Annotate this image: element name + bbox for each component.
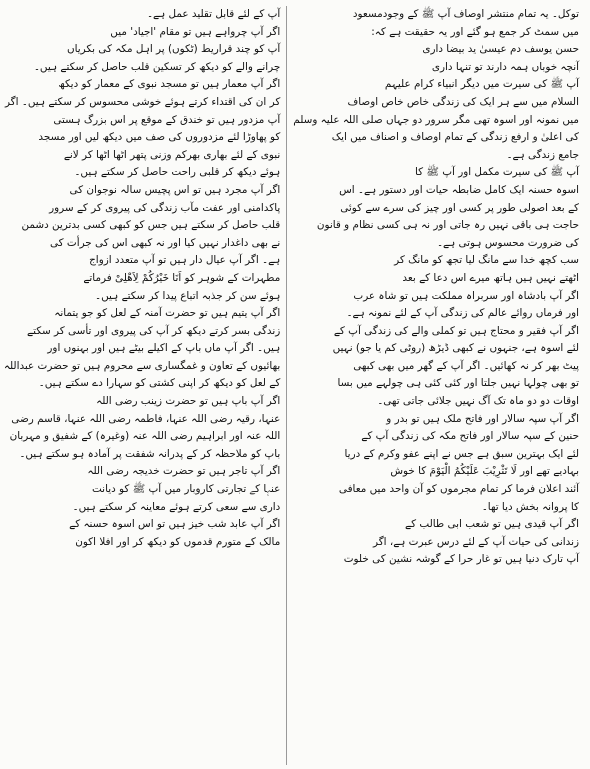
text-line: قلب حاصل کر سکتے ہیں جس کو کبھی کسی بدترین دشمن [21, 219, 281, 232]
text-line: کی اعلیٰ و ارفع زندگی کے تمام اوصاف و اصناف میں ایک [331, 131, 579, 144]
text-line: میں سمٹ کر جمع ہو گئے اور یہ حقیقت ہے کہ: [371, 25, 579, 38]
text-line: آئند اعلان فرما کر تمام مجرموں کو آن واحد میں معافی [338, 483, 579, 496]
text-line: مالک کے متورم قدموں کو دیکھ کر اور افلا اکون [75, 535, 281, 548]
text-line: سب کچھ خدا سے مانگ لیا تجھ کو مانگ کر [394, 254, 579, 267]
text-line: آپ کے لئے قابل تقلید عمل ہے۔ [146, 8, 281, 20]
text-line: اٹھتے نہیں ہیں ہاتھ میرے اس دعا کے بعد [402, 271, 579, 284]
text-line: کو پھاوڑا لئے مزدوروں کی صف میں دیکھ لیں اور مسجد [38, 131, 281, 144]
text-line: لئے اسوہ ہے، جنہوں نے کبھی ڈیڑھ (روٹی کم یا جو) نہیں [332, 342, 579, 355]
text-line: عنہا کے تجارتی کاروبار میں آپ ﷺ کو دیانت [91, 483, 281, 496]
text-line: بہادیے تھے اور لَا تَثْرِیْبَ عَلَیْکُمُ الْیَوْمَ کا خوش [390, 465, 579, 478]
text-line: عنہا، رقیہ رضی اللہ عنہا، فاطمہ رضی اللہ عنہا، قاسم رضی [11, 412, 281, 425]
text-line: حنین کے سپہ سالار اور فاتح مکہ کی زندگی آپ کے [361, 430, 579, 443]
text-line: اگر آپ فقیر و محتاج ہیں تو کملی والے کی زندگی آپ کے [333, 324, 579, 337]
text-line: السلام میں سے ہر ایک کی زندگی خاص خاص اوصاف [347, 95, 579, 108]
text-line: آپ ﷺ کی سیرت میں دیگر انبیاء کرام علیہم [384, 78, 579, 91]
text-line: اگر آپ چرواہے ہیں تو مقام 'اجیاد' میں [110, 25, 281, 38]
text-line: اللہ عنہ اور ابراہیم رضی اللہ عنہ (وغیرہ) کے شفیق و مہربان [9, 430, 281, 443]
text-line: آپ کو چند قراریط (ٹکوں) پر اہل مکہ کی بکریاں [66, 43, 281, 56]
text-line: اگر آپ یتیم ہیں تو حضرت آمنہ کے لعل کو جو یتمانہ [54, 307, 281, 320]
text-line: اوقات دو دو ماہ تک آگ نہیں جلائی جاتی تھی۔ [377, 395, 579, 408]
text-line: ہے۔ اگر آپ عیال دار ہیں تو آپ متعدد ازواج [89, 254, 281, 267]
text-line: کی ضرورت محسوس ہوتی ہے۔ [436, 236, 579, 249]
text-line: میں نمونہ اور اسوہ تھی مگر سرور دو جہاں صلی اللہ علیہ وسلم [293, 113, 579, 126]
column-right [287, 6, 585, 765]
text-line: حسن یوسف دم عیسیٰ ید بیضا داری [422, 43, 579, 56]
text-line: حاجت ہی باقی نہیں رہ جاتی اور نہ ہی کسی نظام و قانون [316, 219, 579, 232]
text-line: توکل۔ یہ تمام منتشر اوصاف آپ ﷺ کے وجودمسعود [352, 8, 579, 20]
text-line: نے بھی داغدار نہیں کیا اور نہ کبھی اس کی جرأت کی [50, 236, 281, 249]
text-line: آپ ﷺ کی سیرت مکمل اور آپ ﷺ کا [414, 166, 579, 179]
text-line: آنچہ خوباں ہمہ دارند تو تنہا داری [431, 60, 579, 73]
text-line: اگر آپ بادشاہ اور سربراہ مملکت ہیں تو شاہ عرب [353, 289, 579, 302]
text-line: کا پروانہ بخش دیا تھا۔ [481, 500, 579, 513]
text-line: اگر آپ مجرد ہیں تو اس پچیس سالہ نوجوان کی [69, 183, 281, 196]
text-line: اور فرماں روائے عالم کی زندگی آپ کے لئے نمونہ ہے۔ [346, 307, 579, 320]
text-line: کے لعل کو دیکھ کر اپنی کشتی کو سہارا دے سکتے ہیں۔ [38, 377, 281, 390]
text-line: ہیں۔ اگر آپ ماں باپ کے اکیلے بیٹے ہیں اور بہنوں اور [47, 342, 281, 355]
text-line: بھائیوں کے تعاون و غمگساری سے محروم ہیں تو حضرت عبداللہ [3, 359, 281, 372]
text-line: اگر آپ قیدی ہیں تو شعب ابی طالب کے [405, 518, 579, 531]
text-line: اسوہ حسنہ ایک کامل ضابطہ حیات اور دستور ہے۔ اس [339, 183, 579, 196]
text-line: اگر آپ عابد شب خیز ہیں تو اس اسوہ حسنہ کے [69, 518, 281, 531]
text-line: مطہرات کے شوہر کو اَنَا خَیْرُکُمْ لِاَھْلِیْ فرماتے [83, 271, 281, 284]
text-line: داری سے سعی کرتے ہوئے معاینہ کر سکتے ہیں۔ [72, 500, 281, 513]
text-line: نبوی کے لئے بھاری بھرکم وزنی پتھر اٹھا اٹھا کر لانے [63, 148, 281, 161]
text-line: ہوئے سن کر جذبہ اتباع پیدا کر سکتے ہیں۔ [95, 289, 281, 302]
text-line: زندانی کی حیات آپ کے لئے درس عبرت ہے، اگر [372, 535, 579, 548]
text-line: اگر آپ تاجر ہیں تو حضرت خدیجہ رضی اللہ [87, 465, 281, 478]
text-line: زندگی بسر کرتے دیکھ کر آپ کی پیروی اور تأسی کر سکتے [27, 324, 281, 337]
text-line: باپ کو ملاحظہ کر کے پدرانہ شفقت پر آمادہ ہو سکتے ہیں۔ [19, 447, 281, 460]
text-line: ہوئے دیکھ کر قلبی راحت حاصل کر سکتے ہیں۔ [74, 166, 281, 179]
text-line: اگر آپ معمار ہیں تو مسجد نبوی کے معمار کو دیکھ [58, 78, 281, 91]
text-line: جامع زندگی ہے۔ [506, 148, 579, 161]
text-line: کے بعد اصولی طور پر کسی اور چیز کی سرے سے کوئی [340, 201, 579, 214]
column-middle [0, 6, 287, 765]
text-line: اگر آپ باپ ہیں تو حضرت زینب رضی اللہ [96, 395, 281, 408]
text-line: کر ان کی اقتداء کرتے ہوئے خوشی محسوس کر سکتے ہیں۔ اگر [4, 95, 281, 108]
text-line: پیٹ بھر کر نہ کھائیں۔ اگر آپ کے گھر میں بھی کبھی [353, 359, 579, 372]
text-line: چرانے والے کو دیکھ کر تسکین قلب حاصل کر سکتے ہیں۔ [33, 60, 281, 73]
text-line: آپ تارک دنیا ہیں تو غار حرا کے گوشہ نشین کی خلوت [343, 553, 579, 566]
text-line: پاکدامنی اور عفت مآب زندگی کی پیروی کر کے سرور [49, 201, 281, 214]
text-line: آپ مزدور ہیں تو خندق کے موقع پر اس بزرگ ہستی [53, 113, 281, 126]
text-line: اگر آپ سپہ سالار اور فاتح ملک ہیں تو بدر و [386, 412, 579, 425]
text-line: لئے ایک بہترین سبق ہے جس نے اپنے عفو وکرم کے دریا [344, 447, 579, 460]
text-line: تو بھی چولہا نہیں جلتا اور کئی کئی ہی چولہے میں بسا [337, 377, 579, 390]
